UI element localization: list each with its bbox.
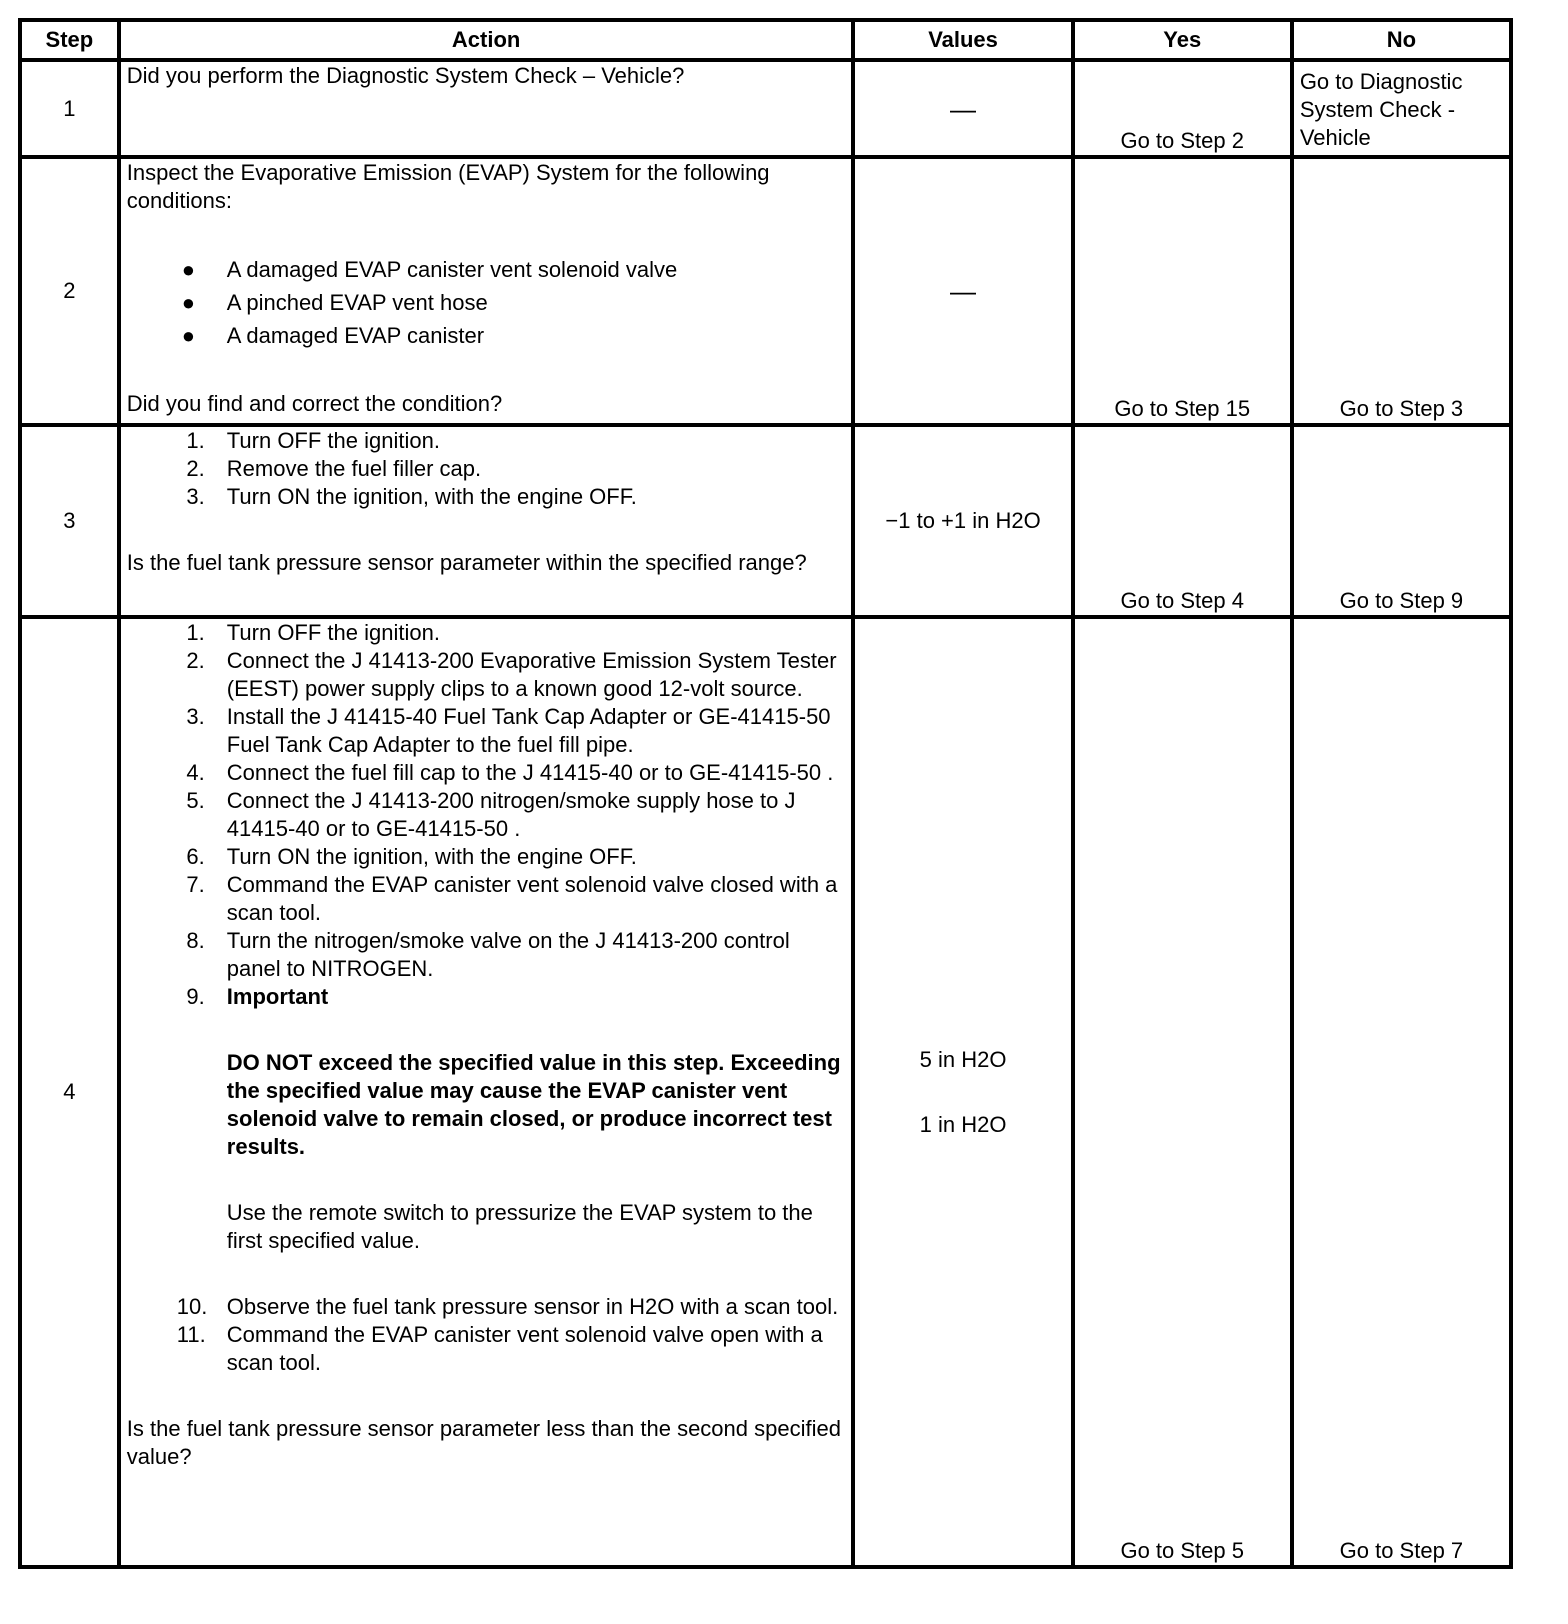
list-item — [127, 253, 846, 286]
list-item: 9. Important DO NOT exceed the specified value in this step. Exceeding the specified value may cause the EVAP canister vent solenoid valve to remain closed, or produce incorrect test results. Use the remote switch to pressurize the EVAP system to the first specified value. — [127, 983, 846, 1293]
list-item: 10. Observe the fuel tank pressure sensor in H2O with a scan tool. — [176, 1294, 839, 1319]
list-item-text: A damaged EVAP canister vent solenoid valve — [226, 257, 678, 282]
no-link[interactable]: Go to Step 3 — [1292, 157, 1511, 425]
list-item: 3. Install the J 41415-40 Fuel Tank Cap Adapter or GE-41415-50 Fuel Tank Cap Adapter to the fuel fill pipe. — [186, 704, 831, 757]
list-item-text: Turn OFF the ignition. — [226, 620, 440, 645]
header-yes: Yes — [1073, 20, 1292, 60]
list-item: 2. Connect the J 41413-200 Evaporative Emission System Tester (EEST) power supply clips to a known good 12-volt source. — [186, 648, 837, 701]
no-link[interactable]: Go to Step 9 — [1292, 425, 1511, 617]
list-item-text: Connect the J 41413-200 Evaporative Emission System Tester (EEST) power supply clips to a known good 12-volt source. — [226, 648, 837, 701]
yes-link[interactable]: Go to Step 2 — [1073, 60, 1292, 157]
action-text: Did you perform the Diagnostic System Check – Vehicle? — [119, 60, 854, 157]
yes-link[interactable]: Go to Step 15 — [1073, 157, 1292, 425]
instruction-list — [127, 427, 846, 511]
bullet-icon: ● — [181, 257, 196, 282]
action-cell — [119, 617, 854, 1567]
values-cell — [853, 617, 1072, 1567]
header-values: Values — [853, 20, 1072, 60]
list-item: 8. Turn the nitrogen/smoke valve on the J 41413-200 control panel to NITROGEN. — [186, 928, 790, 981]
header-action: Action — [119, 20, 854, 60]
step-number: 2 — [20, 157, 119, 425]
pressurize-instruction: Use the remote switch to pressurize the EVAP system to the first specified value. — [226, 1200, 813, 1253]
diagnostic-table — [18, 18, 1513, 1569]
step-number: 3 — [20, 425, 119, 617]
yes-link[interactable]: Go to Step 4 — [1073, 425, 1292, 617]
list-item: 6. Turn ON the ignition, with the engine OFF. — [186, 844, 637, 869]
list-item: 1. Turn OFF the ignition. — [186, 428, 440, 453]
table-row — [20, 425, 1511, 617]
header-step: Step — [20, 20, 119, 60]
header-no: No — [1292, 20, 1511, 60]
list-item-text: Install the J 41415-40 Fuel Tank Cap Adapter or GE-41415-50 Fuel Tank Cap Adapter to the fuel fill pipe. — [226, 704, 831, 757]
list-item-text: Connect the fuel fill cap to the J 41415-40 or to GE-41415-50 . — [226, 760, 834, 785]
bullet-icon: ● — [181, 290, 196, 315]
list-item: 1. Turn OFF the ignition. — [186, 620, 440, 645]
no-link[interactable]: Go to Diagnostic System Check - Vehicle — [1292, 60, 1511, 157]
list-item — [127, 286, 846, 319]
table-row — [20, 60, 1511, 157]
table-row — [20, 157, 1511, 425]
yes-link[interactable]: Go to Step 5 — [1073, 617, 1292, 1567]
value-text: — — [853, 157, 1072, 425]
value-text: 1 in H2O — [919, 1111, 1007, 1137]
list-item: 4. Connect the fuel fill cap to the J 41415-40 or to GE-41415-50 . — [186, 760, 834, 785]
list-item-text: Turn ON the ignition, with the engine OFF. — [226, 844, 637, 869]
important-label: Important — [226, 984, 329, 1009]
list-item: 3. Turn ON the ignition, with the engine OFF. — [186, 484, 637, 509]
important-note: DO NOT exceed the specified value in this step. Exceeding the specified value may cause the EVAP canister vent solenoid valve to remain closed, or produce incorrect test results. — [226, 1050, 841, 1159]
list-item-text: Turn ON the ignition, with the engine OFF. — [226, 484, 637, 509]
bullet-icon: ● — [181, 323, 196, 348]
condition-list — [127, 253, 846, 352]
action-question: Did you find and correct the condition? — [126, 391, 503, 416]
value-text: — — [853, 60, 1072, 157]
list-item: 11. Command the EVAP canister vent solenoid valve open with a scan tool. — [176, 1322, 823, 1375]
list-item-text: Remove the fuel filler cap. — [226, 456, 482, 481]
list-item-text: Turn the nitrogen/smoke valve on the J 41413-200 control panel to NITROGEN. — [226, 928, 790, 981]
action-question: Is the fuel tank pressure sensor parameter less than the second specified value? — [126, 1416, 841, 1469]
value-text: −1 to +1 in H2O — [853, 425, 1072, 617]
action-cell — [119, 157, 854, 425]
list-item-text: A damaged EVAP canister — [226, 323, 485, 348]
list-item-text: Turn OFF the ignition. — [226, 428, 440, 453]
list-item-text: Command the EVAP canister vent solenoid valve closed with a scan tool. — [226, 872, 838, 925]
action-intro: Inspect the Evaporative Emission (EVAP) System for the following conditions: — [126, 160, 770, 213]
list-item-text: Observe the fuel tank pressure sensor in H2O with a scan tool. — [226, 1294, 839, 1319]
no-link[interactable]: Go to Step 7 — [1292, 617, 1511, 1567]
header-row — [20, 20, 1511, 60]
list-item: 2. Remove the fuel filler cap. — [186, 456, 482, 481]
list-item-text: Connect the J 41413-200 nitrogen/smoke supply hose to J 41415-40 or to GE-41415-50 . — [226, 788, 796, 841]
list-item: 5. Connect the J 41413-200 nitrogen/smoke supply hose to J 41415-40 or to GE-41415-50 . — [186, 788, 796, 841]
value-text: 5 in H2O — [919, 1046, 1007, 1072]
action-cell — [119, 425, 854, 617]
step-number: 1 — [20, 60, 119, 157]
list-item-text: A pinched EVAP vent hose — [226, 290, 488, 315]
action-question: Is the fuel tank pressure sensor parameter within the specified range? — [126, 550, 807, 575]
table-row — [20, 617, 1511, 1567]
instruction-list — [127, 619, 846, 1377]
step-number: 4 — [20, 617, 119, 1567]
list-item — [127, 319, 846, 352]
list-item: 7. Command the EVAP canister vent solenoid valve closed with a scan tool. — [186, 872, 838, 925]
list-item-text: Command the EVAP canister vent solenoid valve open with a scan tool. — [226, 1322, 823, 1375]
